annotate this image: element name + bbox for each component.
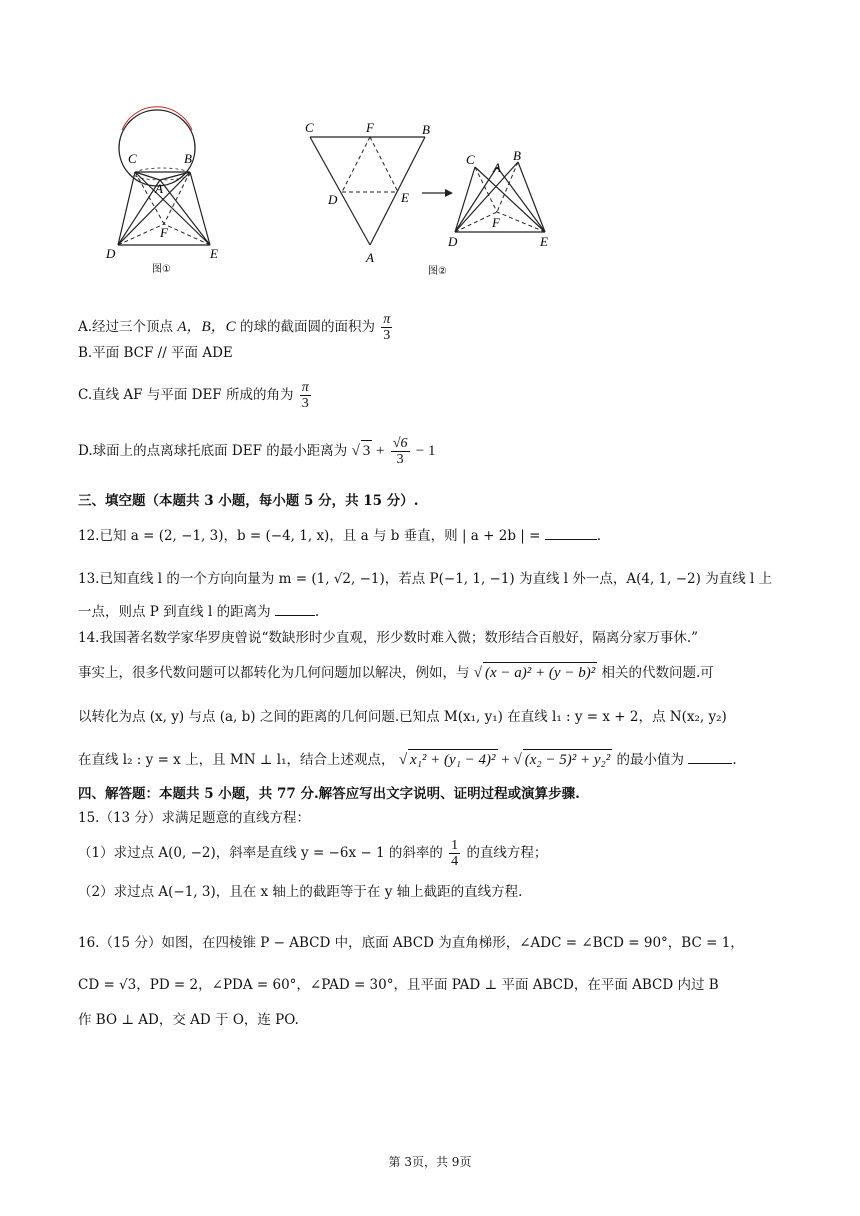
option-c-fraction [300, 380, 311, 411]
figure-2 [300, 112, 560, 282]
fig2-folded-label-c: C [466, 152, 475, 167]
fig2-label-f: F [366, 120, 374, 135]
option-a-suffix: 的球的截面圆的面积为 [235, 319, 375, 335]
question-12 [78, 525, 601, 546]
fig2-folded-label-f: F [492, 215, 500, 230]
frac-numerator: 1 [451, 838, 459, 853]
q12-end: . [596, 528, 602, 544]
answer-blank[interactable] [275, 601, 315, 616]
fig1-label-e: E [210, 246, 218, 261]
q14-text-b: 相关的代数问题.可 [601, 665, 714, 681]
question-14-line-1: 14.我国著名数学家华罗庚曾说“数缺形时少直观，形少数时难入微；数形结合百般好，隔离分家万事休.” [78, 630, 699, 646]
q14-plus: + [497, 752, 514, 768]
q14-text-a: 事实上，很多代数问题可以都转化为几何问题加以解决，例如，与 [78, 665, 470, 681]
q14-text-d: 的最小值为 [616, 752, 685, 768]
fig2-folded-label-a: A [493, 160, 501, 175]
fig2-caption: 图② [428, 266, 447, 277]
option-a-prefix: A.经过三个顶点 [78, 319, 178, 335]
q15-part1-end: 的直线方程； [466, 845, 548, 861]
figure-1 [100, 100, 240, 280]
question-13-line-1: 13.已知直线 l 的一个方向向量为 m = (1, √2, −1)，若点 P(−1, 1, −1) 为直线 l 外一点，A(4, 1, −2) 为直线 l 上 [78, 571, 773, 587]
option-a-fraction [381, 312, 392, 343]
fig1-label-f: F [160, 225, 168, 240]
option-d-prefix: D.球面上的点离球托底面 DEF 的最小距离为 [78, 443, 348, 459]
fig1-label-c: C [128, 151, 137, 166]
q13-text: 一点，则点 P 到直线 l 的距离为 [78, 604, 271, 620]
q15-fraction [449, 838, 460, 869]
fig2-folded-label-b: B [513, 148, 521, 163]
question-15-title: 15.（13 分）求满足题意的直线方程： [78, 810, 310, 826]
fig2-label-a: A [366, 250, 374, 265]
question-16-line-3: 作 BO ⊥ AD，交 AD 于 O，连 PO. [78, 1012, 299, 1028]
fig2-folded-label-e: E [540, 234, 548, 249]
frac-denominator: 4 [451, 854, 459, 869]
frac-numerator: π [383, 312, 391, 327]
fig1-caption: 图① [152, 264, 171, 275]
option-d-fraction [391, 436, 410, 467]
frac-numerator: √6 [392, 436, 408, 451]
q12-text: 12.已知 a = (2, −1, 3)，b = (−4, 1, x)，且 a 与 b 垂直，则 | a + 2b | = [78, 528, 541, 544]
q14-sqrt-1: x₁² + (y₁ − 4)² [408, 749, 497, 770]
fig2-label-d: D [328, 192, 338, 207]
q14-sqrt-2: (x₂ − 5)² + y₂² [523, 749, 612, 770]
fig1-label-a: A [155, 181, 163, 196]
frac-denominator: 3 [301, 396, 309, 411]
question-14-line-2: 事实上，很多代数问题可以都转化为几何问题加以解决，例如，与 √ (x − a)² + (y − b)² 相关的代数问题.可 [78, 662, 714, 683]
q14-end: . [732, 752, 737, 768]
option-c [78, 380, 313, 411]
question-16-line-2: CD = √3，PD = 2，∠PDA = 60°，∠PAD = 30°，且平面 PAD ⊥ 平面 ABCD，在平面 ABCD 内过 B [78, 977, 719, 993]
option-d: D.球面上的点离球托底面 DEF 的最小距离为 √ 3 + $\frac{√6}{3}$ − 1 [78, 436, 436, 467]
frac-denominator: 3 [396, 452, 404, 467]
fig1-label-d: D [106, 246, 116, 261]
fig2-label-b: B [422, 122, 430, 137]
fig2-folded-label-d: D [448, 234, 458, 249]
q14-sqrt-expression: (x − a)² + (y − b)² [483, 662, 597, 683]
frac-numerator: π [301, 380, 309, 395]
q15-part1-text: （1）求过点 A(0, −2)，斜率是直线 y = −6x − 1 的斜率的 [78, 845, 443, 861]
fig2-label-e: E [401, 190, 409, 205]
question-14-line-4: 在直线 l₂ : y = x 上，且 MN ⊥ l₁，结合上述观点， √ x₁² + (y₁ − 4)² + √ (x₂ − 5)² + y₂² 的最小值为 . [78, 749, 737, 770]
page-footer: 第 3页，共 9页 [388, 1155, 472, 1169]
fig1-label-b: B [184, 151, 192, 166]
frac-denominator: 3 [383, 328, 391, 343]
option-a-points: A，B，C [177, 319, 236, 335]
answer-blank[interactable] [688, 749, 732, 764]
section-4-title: 四、解答题：本题共 5 小题，共 77 分.解答应写出文字说明、证明过程或演算步骤. [78, 786, 580, 802]
q14-text-c: 在直线 l₂ : y = x 上，且 MN ⊥ l₁，结合上述观点， [78, 752, 395, 768]
question-15-part-2: （2）求过点 A(−1, 3)，且在 x 轴上的截距等于在 y 轴上截距的直线方程. [78, 884, 523, 900]
question-14-line-3: 以转化为点 (x, y) 与点 (a, b) 之间的距离的几何问题.已知点 M(x₁, y₁) 在直线 l₁ : y = x + 2，点 N(x₂, y₂) [78, 709, 727, 725]
question-15-part-1 [78, 838, 547, 869]
option-a [78, 312, 394, 343]
section-3-title: 三、填空题（本题共 3 小题，每小题 5 分，共 15 分）. [78, 493, 419, 509]
option-b: B.平面 BCF // 平面 ADE [78, 345, 233, 361]
option-c-prefix: C.直线 AF 与平面 DEF 所成的角为 [78, 387, 294, 403]
question-13-line-2 [78, 601, 319, 622]
answer-blank[interactable] [545, 525, 597, 540]
fig2-label-c: C [305, 120, 314, 135]
q13-end: . [314, 604, 320, 620]
question-16-line-1: 16.（15 分）如图，在四棱锥 P − ABCD 中，底面 ABCD 为直角梯形，∠ADC = ∠BCD = 90°，BC = 1， [78, 935, 744, 951]
